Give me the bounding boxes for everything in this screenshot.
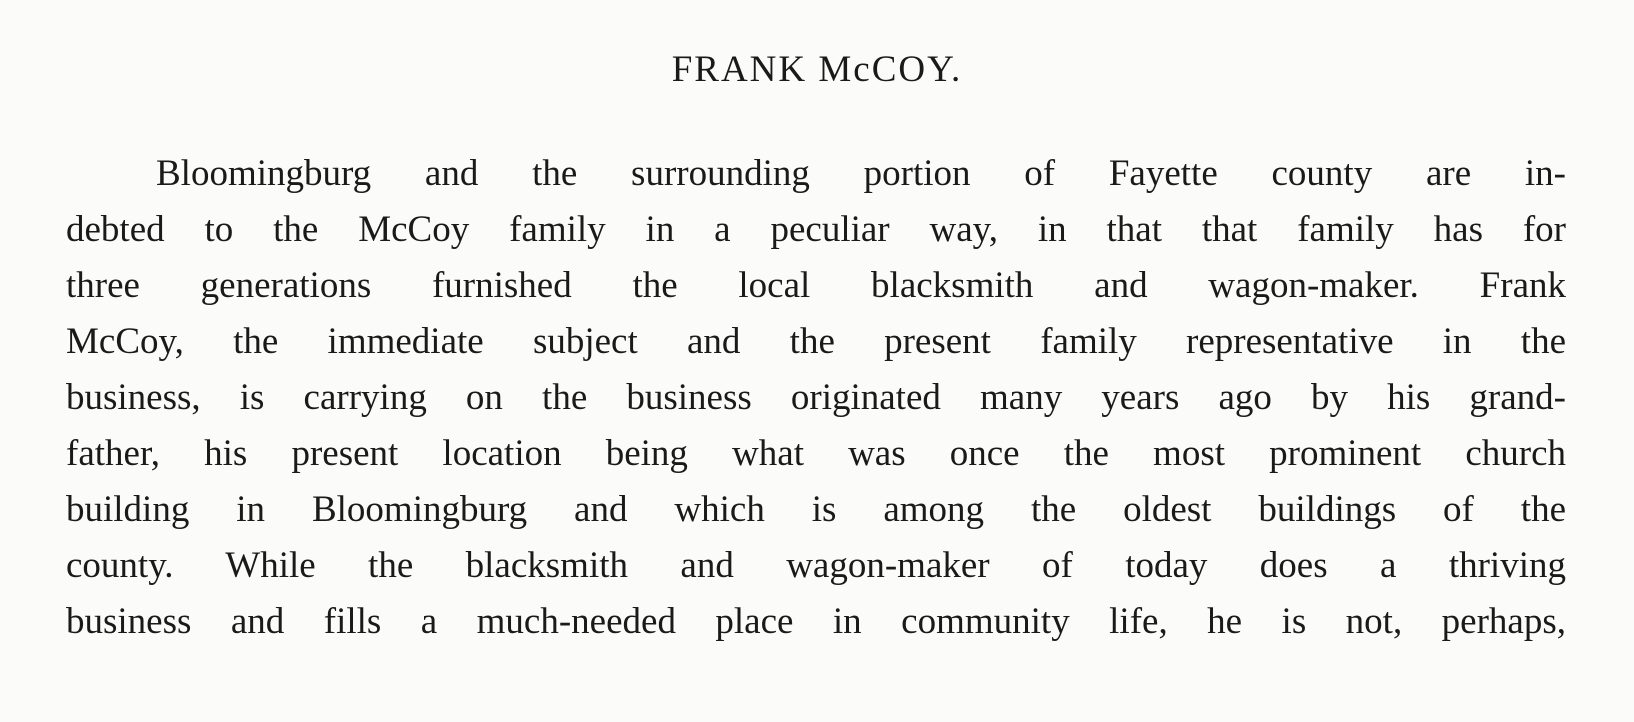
- paragraph-line: business and fills a much-needed place in community life, he is not, perhaps,: [66, 601, 1566, 642]
- paragraph-line: McCoy, the immediate subject and the present family representative in the: [66, 321, 1566, 362]
- paragraph-line: business, is carrying on the business originated many years ago by his grand-: [66, 377, 1566, 418]
- paragraph-line: county. While the blacksmith and wagon-maker of today does a thriving: [66, 545, 1566, 586]
- page-title: FRANK McCOY.: [671, 49, 963, 90]
- body-paragraph: [66, 146, 1566, 650]
- paragraph-line: father, his present location being what was once the most prominent church: [66, 433, 1566, 474]
- paragraph-line: debted to the McCoy family in a peculiar way, in that that family has for: [66, 209, 1566, 250]
- paragraph-line: Bloomingburg and the surrounding portion of Fayette county are in-: [156, 153, 1566, 194]
- paragraph-line: building in Bloomingburg and which is among the oldest buildings of the: [66, 489, 1566, 530]
- paragraph-line: three generations furnished the local blacksmith and wagon-maker. Frank: [66, 265, 1566, 306]
